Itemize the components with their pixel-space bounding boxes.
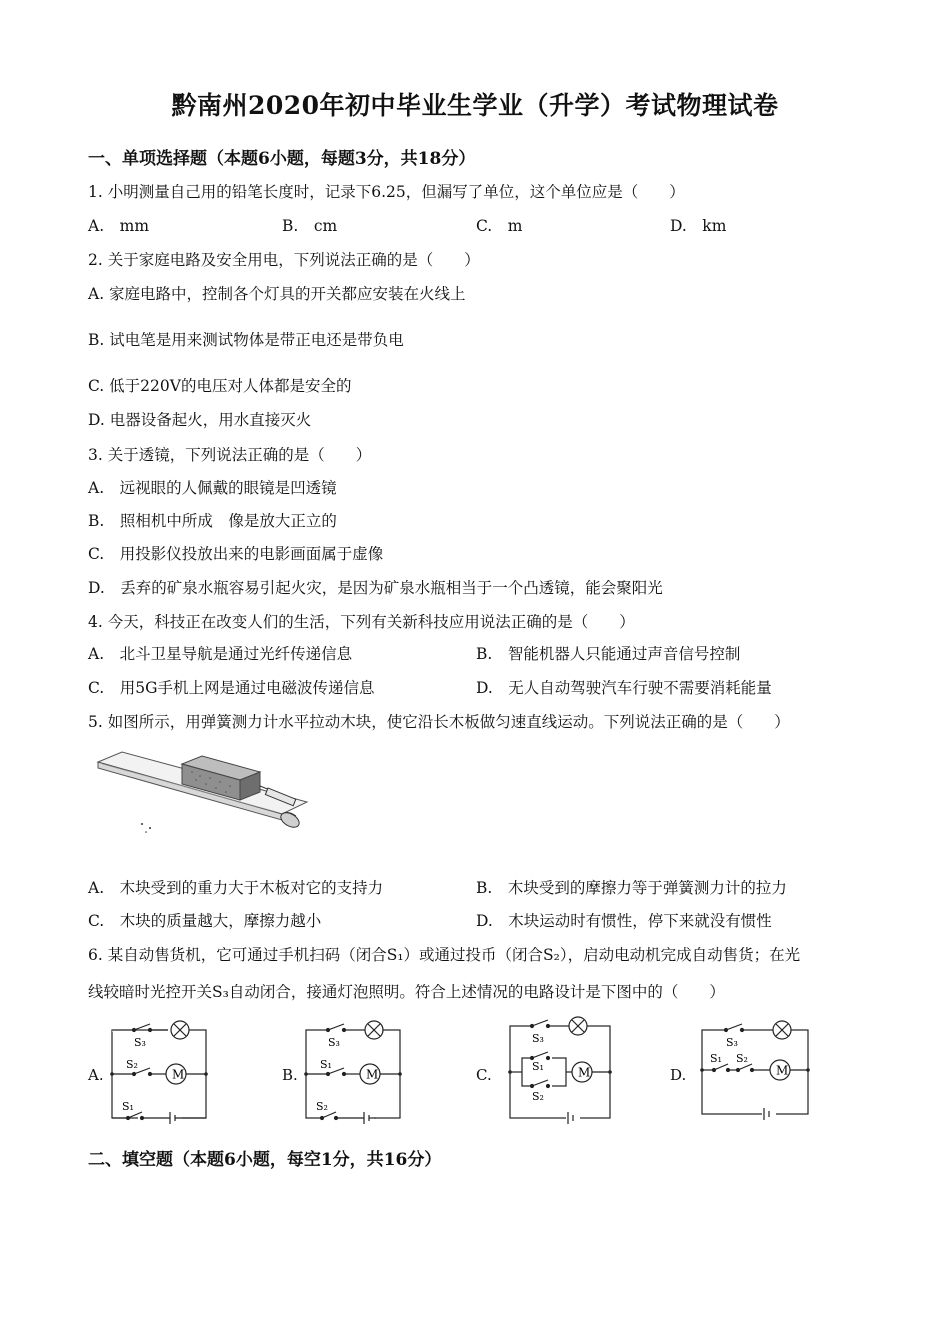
circuit-diagram-a bbox=[108, 1018, 212, 1124]
question-3-option-c: C. 用投影仪投放出来的电影画面属于虚像 bbox=[88, 545, 384, 563]
question-4-option-b: B. 智能机器人只能通过声音信号控制 bbox=[476, 645, 741, 663]
question-5-option-d: D. 木块运动时有惯性，停下来就没有惯性 bbox=[476, 912, 772, 930]
question-3-stem: 3. 关于透镜，下列说法正确的是（ ） bbox=[88, 446, 372, 464]
circuit-diagram-d bbox=[698, 1018, 814, 1124]
svg-text:S₃: S₃ bbox=[328, 1036, 340, 1049]
svg-text:S₃: S₃ bbox=[532, 1032, 544, 1045]
svg-text:S₁: S₁ bbox=[710, 1052, 722, 1065]
question-4-option-a: A. 北斗卫星导航是通过光纤传递信息 bbox=[88, 645, 353, 663]
circuit-label-d: D. bbox=[670, 1066, 687, 1084]
question-5-option-a: A. 木块受到的重力大于木板对它的支持力 bbox=[88, 879, 384, 897]
question-2-stem: 2. 关于家庭电路及安全用电，下列说法正确的是（ ） bbox=[88, 251, 480, 269]
svg-text:S₁: S₁ bbox=[532, 1060, 544, 1073]
svg-text:M: M bbox=[366, 1067, 379, 1082]
question-2-option-c: C. 低于220V的电压对人体都是安全的 bbox=[88, 377, 352, 395]
question-1-option-d: D. km bbox=[670, 217, 727, 235]
question-2-option-d: D. 电器设备起火，用水直接灭火 bbox=[88, 411, 312, 429]
svg-text:S₃: S₃ bbox=[726, 1036, 738, 1049]
motor-label: M bbox=[172, 1067, 185, 1082]
svg-text:S₂: S₂ bbox=[736, 1052, 748, 1065]
svg-text:S₃: S₃ bbox=[134, 1036, 146, 1049]
question-1-option-b: B. cm bbox=[282, 217, 338, 235]
circuit-diagram-b bbox=[302, 1018, 406, 1124]
circuit-label-b: B. bbox=[282, 1066, 298, 1084]
question-3-option-b: B. 照相机中所成 像是放大正立的 bbox=[88, 512, 337, 530]
svg-text:S₁: S₁ bbox=[122, 1100, 134, 1113]
svg-text:S₁: S₁ bbox=[320, 1058, 332, 1071]
question-6-stem-line-1: 6. 某自动售货机，它可通过手机扫码（闭合S₁）或通过投币（闭合S₂），启动电动机完成自动售货；在光 bbox=[88, 946, 801, 964]
question-4-stem: 4. 今天，科技正在改变人们的生活，下列有关新科技应用说法正确的是（ ） bbox=[88, 613, 635, 631]
question-5-option-b: B. 木块受到的摩擦力等于弹簧测力计的拉力 bbox=[476, 879, 787, 897]
section-heading-1: 一、单项选择题（本题6小题，每题3分，共18分） bbox=[88, 149, 476, 169]
question-3-option-d: D. 丢弃的矿泉水瓶容易引起火灾，是因为矿泉水瓶相当于一个凸透镜，能会聚阳光 bbox=[88, 579, 663, 597]
question-4-option-c: C. 用5G手机上网是通过电磁波传递信息 bbox=[88, 679, 375, 697]
section-heading-2: 二、填空题（本题6小题，每空1分，共16分） bbox=[88, 1150, 442, 1170]
question-5-stem: 5. 如图所示，用弹簧测力计水平拉动木块，使它沿长木板做匀速直线运动。下列说法正确的是（ ） bbox=[88, 713, 790, 731]
circuit-diagram-c bbox=[506, 1012, 618, 1124]
svg-text:S₂: S₂ bbox=[126, 1058, 138, 1071]
question-1-option-a: A. mm bbox=[88, 217, 150, 235]
question-3-option-a: A. 远视眼的人佩戴的眼镜是凹透镜 bbox=[88, 479, 337, 497]
spring-scale-block-figure bbox=[92, 742, 312, 842]
page-title: 黔南州2020年初中毕业生学业（升学）考试物理试卷 bbox=[171, 91, 779, 120]
question-4-option-d: D. 无人自动驾驶汽车行驶不需要消耗能量 bbox=[476, 679, 772, 697]
question-2-option-a: A. 家庭电路中，控制各个灯具的开关都应安装在火线上 bbox=[88, 285, 466, 303]
svg-text:M: M bbox=[776, 1063, 789, 1078]
question-6-stem-line-2: 线较暗时光控开关S₃自动闭合，接通灯泡照明。符合上述情况的电路设计是下图中的（ ） bbox=[88, 983, 725, 1001]
svg-text:M: M bbox=[578, 1065, 591, 1080]
svg-text:S₂: S₂ bbox=[316, 1100, 328, 1113]
question-2-option-b: B. 试电笔是用来测试物体是带正电还是带负电 bbox=[88, 331, 404, 349]
circuit-label-a: A. bbox=[88, 1066, 104, 1084]
circuit-label-c: C. bbox=[476, 1066, 492, 1084]
question-1-option-c: C. m bbox=[476, 217, 523, 235]
question-5-option-c: C. 木块的质量越大，摩擦力越小 bbox=[88, 912, 322, 930]
svg-text:S₂: S₂ bbox=[532, 1090, 544, 1103]
question-1-stem: 1. 小明测量自己用的铅笔长度时，记录下6.25，但漏写了单位，这个单位应是（ ） bbox=[88, 183, 685, 201]
